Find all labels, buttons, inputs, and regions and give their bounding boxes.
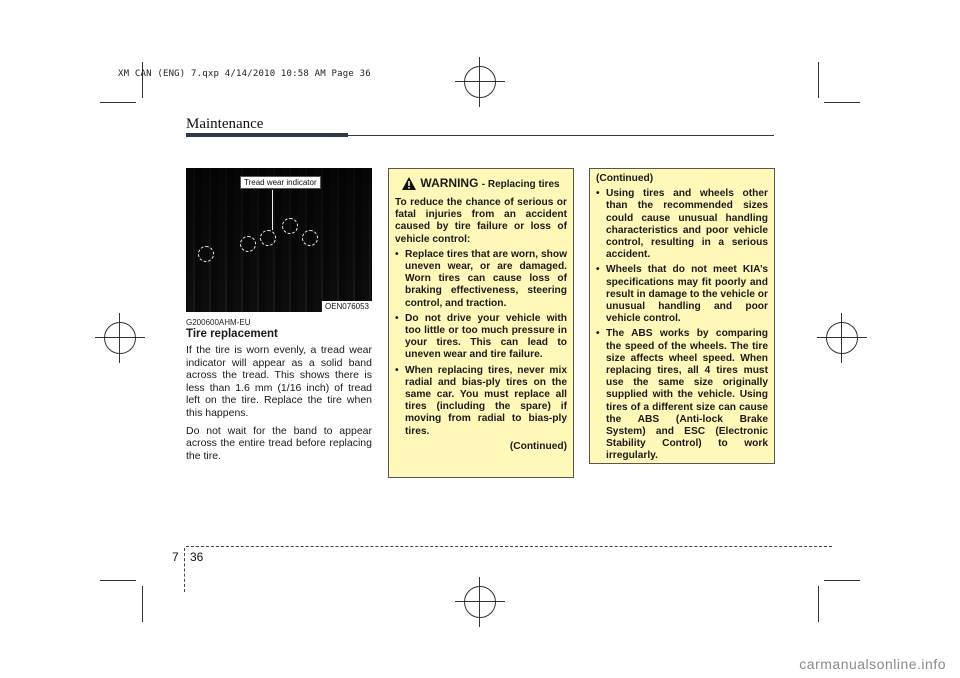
list-item: • The ABS works by comparing the speed of the wheels. The tire size affects wheel speed. When replacing tires, all 4 tires must use the same size originally supplied with the vehicle. Using tires of a different size can cause the ABS (Anti-lock Brake System) and ESC (Electronic Stability Control) to work irregularly. [596,328,768,462]
registration-mark-icon [826,322,858,354]
list-item: • Using tires and wheels other than the recommended sizes could cause unusual handling characteristics and poor vehicle control, resulting in a serious accident. [596,188,768,261]
continued-warning-box [589,168,775,464]
indicator-circle [302,230,318,246]
warning-triangle-icon [402,177,416,190]
continued-body [596,173,768,463]
crop-mark [818,62,819,98]
registration-mark-icon [464,586,496,618]
indicator-circle [240,236,256,252]
warning-bullet-list [395,249,567,438]
left-column [186,328,372,467]
indicator-circle [282,218,298,234]
header-rule-thick [186,133,348,137]
crop-mark [824,580,860,581]
list-item: • When replacing tires, never mix radial and bias-ply tires on the same car. You must replace all tires (including the spare) if moving from radial to bias-ply tires. [395,365,567,438]
warning-subtitle: - Replacing tires [481,179,560,190]
crop-mark [824,102,860,103]
warning-intro: To reduce the chance of serious or fatal injuries from an accident caused by tire failure or loss of vehicle control: [395,197,567,245]
tire-tread-photo [186,168,372,312]
crop-mark [142,62,143,98]
crop-mark [142,586,143,622]
indicator-circle [198,246,214,262]
crop-mark [100,102,136,103]
section-code: G200600AHM-EU [186,318,251,327]
footer-dashed-divider [184,548,185,592]
list-item: • Wheels that do not meet KIA’s specifications may fit poorly and result in damage to the vehicle or unusual handling and poor vehicle control. [596,264,768,325]
chapter-number: 7 [172,550,179,564]
footer-dashed-rule [186,546,832,547]
warning-title [420,177,559,191]
continued-bullet-list [596,188,768,462]
warning-box [388,168,574,478]
body-paragraph: Do not wait for the band to appear across the entire tread before replacing the tire. [186,424,372,462]
registration-mark-icon [464,66,496,98]
continued-heading: (Continued) [596,173,654,184]
continued-label: (Continued) [509,440,567,452]
list-item: • Do not drive your vehicle with too little or too much pressure in your tires. This can lead to uneven wear and tire failure. [395,313,567,362]
crop-mark [818,586,819,622]
list-item: • Replace tires that are worn, show uneven wear, or are damaged. Worn tires can cause loss of braking effectiveness, steering control, and traction. [395,249,567,310]
figure-code: OEN076053 [322,301,372,312]
warning-body [395,197,567,453]
tread-wear-indicator-callout: Tread wear indicator [240,176,321,189]
warning-title-text: WARNING [420,176,479,190]
slug-line: XM CAN (ENG) 7.qxp 4/14/2010 10:58 AM Page 36 [118,69,371,79]
indicator-circle [260,230,276,246]
watermark: carmanualsonline.info [799,656,946,672]
registration-mark-icon [104,322,136,354]
crop-mark [100,580,136,581]
page-header-title: Maintenance [186,116,264,132]
body-paragraph: If the tire is worn evenly, a tread wear indicator will appear as a solid band across the tread. This shows there is less than 1.6 mm (1/16 inch) of tread left on the tire. Replace the tire when this happens. [186,344,372,419]
section-heading: Tire replacement [186,328,278,340]
page-number: 36 [190,550,204,564]
callout-leader-line [272,190,273,230]
header-rule-thin [348,135,774,136]
